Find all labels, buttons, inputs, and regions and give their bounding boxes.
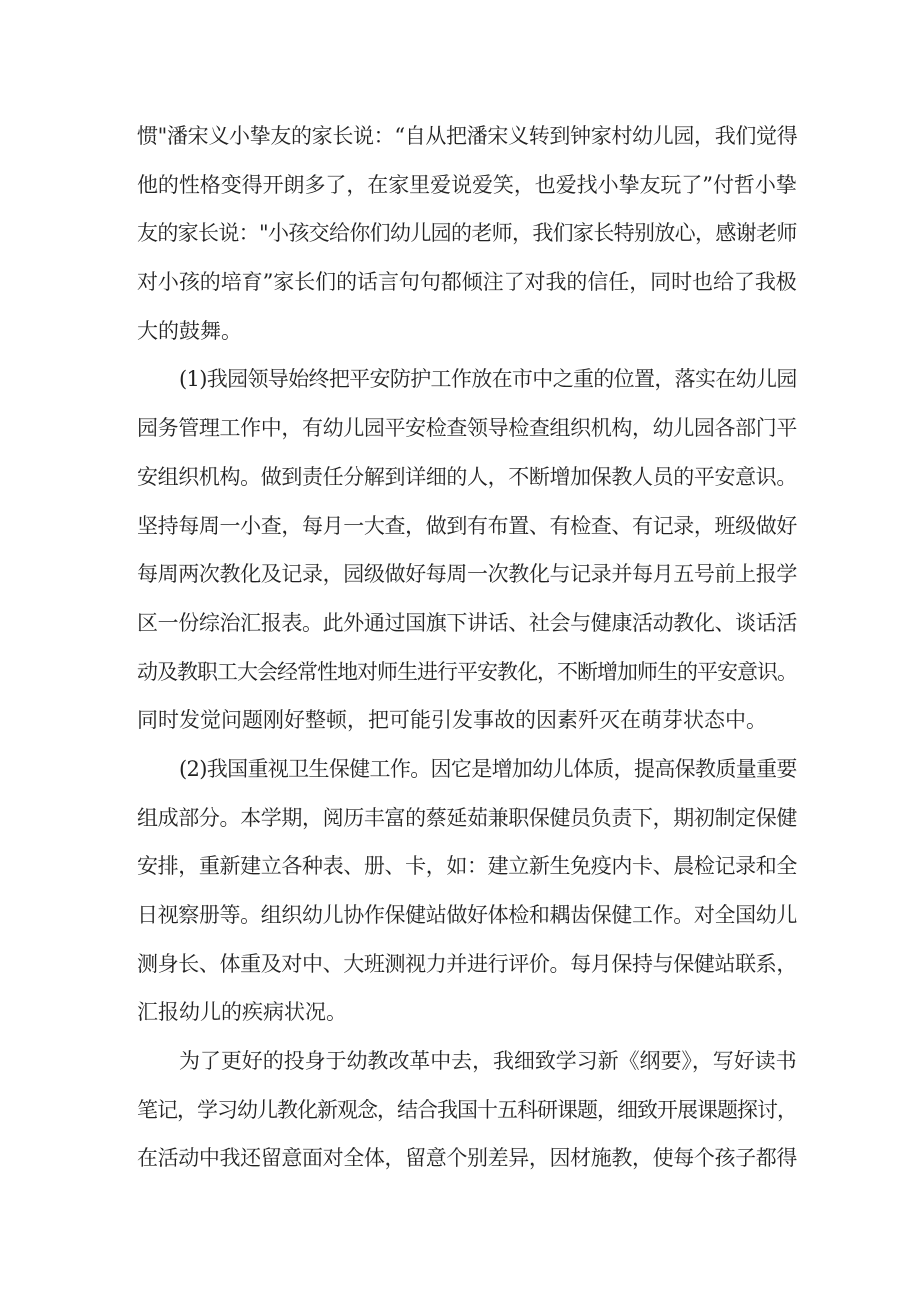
document-body (137, 112, 797, 1183)
text-line: 友的家长说："小孩交给你们幼儿园的老师，我们家长特别放心，感谢老师 (137, 221, 797, 246)
text-line: 汇报幼儿的疾病状况。 (137, 1000, 347, 1025)
text-line: 为了更好的投身于幼教改革中去，我细致学习新《纲要》，写好读书 (179, 1049, 797, 1074)
text-line: 惯"潘宋义小挚友的家长说：“自从把潘宋义转到钟家村幼儿园，我们觉得 (137, 124, 798, 148)
text-line: 区一份综治汇报表。此外通过国旗下讲话、社会与健康活动教化、谈话活 (137, 610, 797, 635)
text-line: 组成部分。本学期，阅历丰富的蔡延茹兼职保健员负责下，期初制定保健 (137, 805, 797, 830)
text-line: (1)我园领导始终把平安防护工作放在市中之重的位置，落实在幼儿园 (179, 367, 797, 392)
text-line: 动及教职工大会经常性地对师生进行平安教化，不断增加师生的平安意识。 (137, 659, 797, 684)
text-line: 每周两次教化及记录，园级做好每周一次教化与记录并每月五号前上报学 (137, 562, 797, 587)
paragraph-safety-work (137, 355, 797, 745)
text-line: 在活动中我还留意面对全体，留意个别差异，因材施教，使每个孩子都得 (137, 1146, 797, 1171)
paragraph-teaching-reform (137, 1037, 797, 1183)
text-line: 安组织机构。做到责任分解到详细的人，不断增加保教人员的平安意识。 (137, 464, 797, 489)
paragraph-health-care (137, 745, 797, 1037)
text-line: 笔记，学习幼儿教化新观念，结合我国十五科研课题，细致开展课题探讨， (137, 1097, 797, 1122)
text-line: (2)我国重视卫生保健工作。因它是增加幼儿体质，提高保教质量重要 (179, 756, 797, 781)
text-line: 对小孩的培育”家长们的话言句句都倾注了对我的信任，同时也给了我极 (137, 270, 797, 295)
text-line: 同时发觉问题刚好整顿，把可能引发事故的因素歼灭在萌芽状态中。 (137, 708, 767, 733)
text-line: 大的鼓舞。 (137, 318, 242, 343)
text-line: 安排，重新建立各种表、册、卡，如：建立新生免疫内卡、晨检记录和全 (137, 854, 797, 879)
text-line: 他的性格变得开朗多了，在家里爱说爱笑，也爱找小挚友玩了”付哲小挚 (137, 172, 797, 197)
paragraph-parent-feedback (137, 112, 797, 355)
text-line: 坚持每周一小查，每月一大查，做到有布置、有检查、有记录，班级做好 (137, 513, 797, 538)
text-line: 日视察册等。组织幼儿协作保健站做好体检和耦齿保健工作。对全国幼儿 (137, 903, 797, 927)
text-line: 测身长、体重及对中、大班测视力并进行评价。每月保持与保健站联系， (137, 951, 797, 976)
text-line: 园务管理工作中，有幼儿园平安检查领导检查组织机构，幼儿园各部门平 (137, 416, 797, 441)
